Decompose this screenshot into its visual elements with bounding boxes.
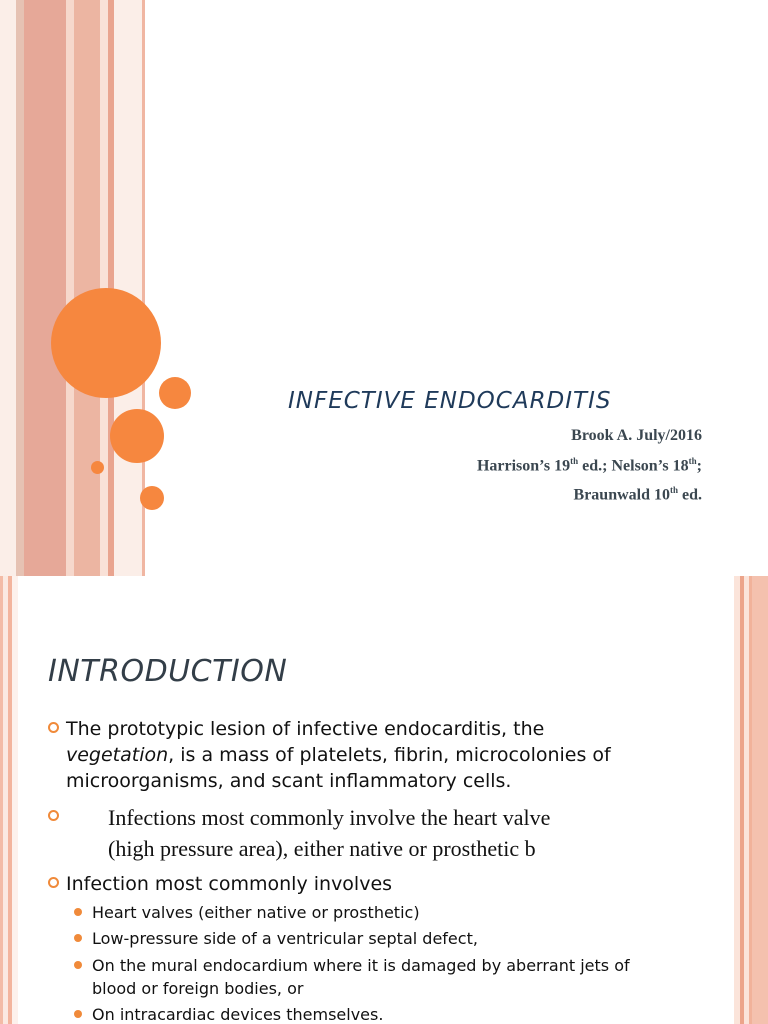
decor-circle-small bbox=[140, 486, 164, 510]
reference-line: Braunwald 10th ed. bbox=[573, 485, 702, 504]
decor-band bbox=[114, 0, 142, 576]
ring-bullet-icon bbox=[48, 877, 59, 888]
dot-bullet-icon bbox=[74, 934, 82, 942]
decor-band bbox=[24, 0, 66, 576]
decor-band bbox=[12, 576, 18, 1024]
slide-title: INFECTIVE ENDOCARDITIS bbox=[288, 388, 612, 414]
sub-list-item: On intracardiac devices themselves. bbox=[74, 1003, 654, 1024]
decor-band bbox=[752, 576, 768, 1024]
decor-band bbox=[0, 0, 16, 576]
decor-band bbox=[66, 0, 74, 576]
sub-list-item: Heart valves (either native or prosthetic) bbox=[74, 901, 654, 924]
ring-bullet-icon bbox=[48, 810, 59, 821]
decor-circle-tiny bbox=[91, 461, 104, 474]
dot-bullet-icon bbox=[74, 961, 82, 969]
ring-bullet-icon bbox=[48, 722, 59, 733]
slide-heading: INTRODUCTION bbox=[48, 654, 288, 689]
author-text: Brook A. July/2016 bbox=[571, 427, 702, 444]
list-item: The prototypic lesion of infective endocarditis, the vegetation, is a mass of platelets, fibrin, microcolonies of microorganisms, and scant inflammatory cells. bbox=[48, 716, 648, 796]
sub-list-item: On the mural endocardium where it is damaged by aberrant jets of blood or foreign bodies, or bbox=[74, 954, 654, 1000]
decor-band bbox=[16, 0, 24, 576]
author-line bbox=[571, 427, 702, 445]
decor-circle-large bbox=[51, 288, 161, 398]
dot-bullet-icon bbox=[74, 908, 82, 916]
dot-bullet-icon bbox=[74, 1010, 82, 1018]
sub-list-item: Low-pressure side of a ventricular septal defect, bbox=[74, 927, 654, 950]
decor-circle-small bbox=[159, 377, 191, 409]
content-slide bbox=[0, 576, 768, 1024]
reference-line: Harrison’s 19th ed.; Nelson’s 18th; bbox=[476, 456, 702, 475]
list-item: Infections most commonly involve the heart valve (high pressure area), either native or prosthetic b bbox=[48, 802, 648, 866]
decor-circle-medium bbox=[110, 409, 164, 463]
list-item: Infection most commonly involves bbox=[48, 871, 648, 897]
